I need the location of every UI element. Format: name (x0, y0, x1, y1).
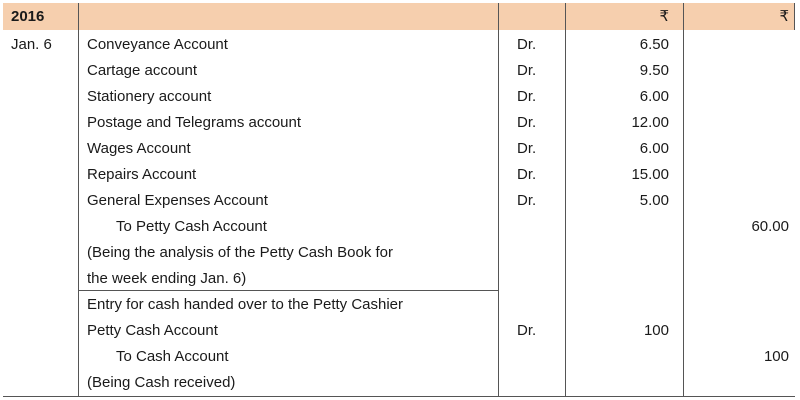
row-credit (703, 162, 789, 188)
row-particulars: Stationery account (87, 88, 212, 105)
row-particulars: Cartage account (87, 62, 198, 79)
table-row (3, 240, 795, 266)
header-year: 2016 (11, 8, 45, 25)
table-row (3, 370, 795, 396)
row-dr: Dr. (517, 192, 537, 209)
row-dr: Dr. (517, 140, 537, 157)
row-debit: 6.00 (639, 140, 669, 157)
divider-date (78, 3, 79, 397)
row-particulars: General Expenses Account (87, 192, 268, 209)
table-row (3, 110, 795, 136)
row-debit (579, 344, 669, 370)
row-credit: 100 (763, 348, 789, 365)
row-credit (703, 32, 789, 58)
table-row (3, 344, 795, 370)
row-debit (579, 214, 669, 240)
table-row (3, 162, 795, 188)
row-particulars: Wages Account (87, 140, 191, 157)
divider-particulars (498, 3, 499, 397)
row-particulars: To Petty Cash Account (116, 218, 267, 235)
row-dr: Dr. (517, 62, 537, 79)
row-debit: 15.00 (631, 166, 669, 183)
row-particulars: Conveyance Account (87, 36, 228, 53)
table-row (3, 318, 795, 344)
row-particulars: the week ending Jan. 6) (87, 270, 247, 287)
row-dr: Dr. (517, 322, 537, 339)
row-debit: 100 (643, 322, 669, 339)
header-debit-symbol: ₹ (659, 8, 669, 25)
row-debit: 5.00 (639, 192, 669, 209)
row-dr: Dr. (517, 88, 537, 105)
row-credit (703, 240, 789, 266)
row-particulars: To Cash Account (116, 348, 229, 365)
row-dr: Dr. (517, 114, 537, 131)
row-debit: 6.50 (639, 36, 669, 53)
table-row (3, 32, 795, 58)
row-particulars: (Being Cash received) (87, 374, 236, 391)
row-debit (579, 292, 669, 318)
row-particulars: Entry for cash handed over to the Petty Cashier (87, 296, 404, 313)
row-debit (579, 370, 669, 396)
table-row (3, 84, 795, 110)
divider-debit (683, 3, 684, 397)
row-debit: 12.00 (631, 114, 669, 131)
row-debit (579, 240, 669, 266)
table-bottom-rule (3, 396, 795, 397)
row-credit (703, 58, 789, 84)
row-credit (703, 84, 789, 110)
row-debit: 9.50 (639, 62, 669, 79)
row-credit (703, 110, 789, 136)
table-row (3, 292, 795, 318)
row-credit (703, 136, 789, 162)
table-row (3, 58, 795, 84)
row-dr: Dr. (517, 166, 537, 183)
row-credit: 60.00 (751, 218, 789, 235)
entry-separator (78, 290, 499, 291)
row-debit: 6.00 (639, 88, 669, 105)
row-credit (703, 188, 789, 214)
row-particulars: (Being the analysis of the Petty Cash Book for (87, 244, 393, 261)
row-particulars: Repairs Account (87, 166, 197, 183)
row-particulars: Postage and Telegrams account (87, 114, 302, 131)
header-credit-symbol: ₹ (779, 8, 789, 25)
row-debit (579, 266, 669, 292)
row-date: Jan. 6 (11, 36, 52, 53)
row-credit (703, 292, 789, 318)
row-credit (703, 370, 789, 396)
table-row (3, 188, 795, 214)
table-row (3, 266, 795, 292)
row-credit (703, 266, 789, 292)
row-particulars: Petty Cash Account (87, 322, 218, 339)
row-credit (703, 318, 789, 344)
divider-lf (565, 3, 566, 397)
row-dr: Dr. (517, 36, 537, 53)
table-header (3, 3, 795, 30)
divider-header-end (794, 3, 795, 30)
table-row (3, 136, 795, 162)
table-row (3, 214, 795, 240)
